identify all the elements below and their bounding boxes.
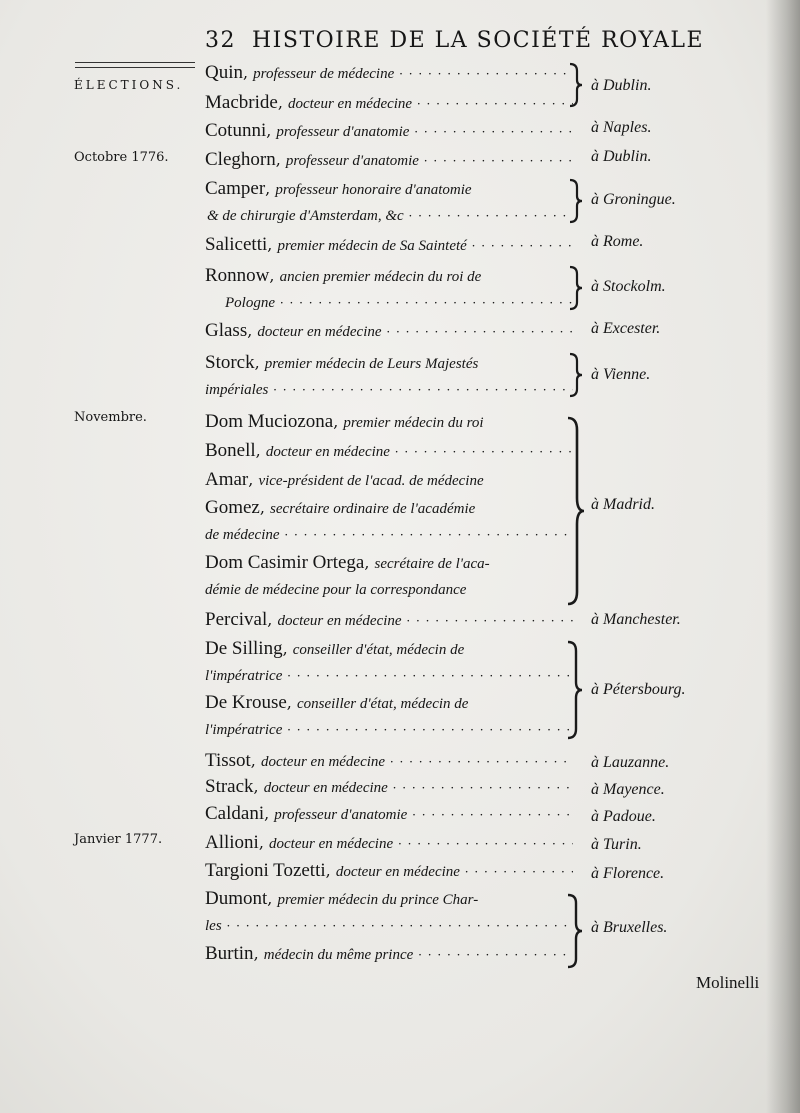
member-title: conseiller d'état, médecin de	[292, 642, 465, 658]
entry-camper: Camper, professeur honoraire d'anatomie & de chirurgie d'Amsterdam, &c · · ·	[205, 176, 573, 228]
place-label: à Excester.	[591, 320, 661, 337]
member-name: Cotunni	[205, 120, 267, 141]
entry-targioni: Targioni Tozetti, docteur en médecine · · ·	[205, 858, 573, 884]
margin-note-elections: ÉLECTIONS.	[74, 78, 184, 92]
entry-amar: Amar, vice-président de l'acad. de médecine	[205, 469, 484, 490]
member-title-cont: & de chirurgie d'Amsterdam, &c	[207, 208, 404, 224]
place-label: à Turin.	[591, 836, 642, 853]
member-title: professeur d'anatomie	[276, 124, 410, 140]
member-title-cont: impériales	[205, 382, 269, 398]
member-name: Macbride	[205, 92, 278, 113]
member-title-cont: l'impératrice	[205, 722, 283, 738]
entry-krouse: De Krouse, conseiller d'état, médecin de l'impératrice · · ·	[205, 690, 573, 742]
entry-ortega: Dom Casimir Ortega, secrétaire de l'aca- démie de médecine pour la correspondance	[205, 552, 490, 598]
member-title-cont: de médecine	[205, 527, 280, 543]
entry-muciozona: Dom Muciozona, premier médecin du roi	[205, 411, 484, 432]
member-title: premier médecin de Sa Sainteté	[277, 238, 467, 254]
entry-ronnow: Ronnow, ancien premier médecin du roi de Pologne · · ·	[205, 263, 573, 315]
place-label: à Florence.	[591, 865, 665, 882]
member-title: secrétaire ordinaire de l'académie	[270, 501, 476, 517]
member-name: Percival	[205, 609, 268, 630]
place-label: à Vienne.	[591, 366, 651, 383]
member-title-cont: Pologne	[225, 295, 275, 311]
member-name: Allioni	[205, 832, 259, 853]
member-title: professeur de médecine	[253, 66, 395, 82]
place-label: à Naples.	[591, 119, 652, 136]
entry-macbride: Macbride, docteur en médecine · · ·	[205, 90, 573, 116]
member-name: Ronnow	[205, 265, 270, 286]
entry-caldani: Caldani, professeur d'anatomie · · ·	[205, 801, 573, 827]
member-title-cont: démie de médecine pour la correspondance	[205, 582, 467, 598]
brace	[568, 352, 584, 398]
member-title: vice-président de l'acad. de médecine	[258, 473, 484, 489]
member-name: Dom Casimir Ortega	[205, 552, 365, 573]
place-label: à Madrid.	[591, 496, 655, 513]
member-title: docteur en médecine	[287, 96, 413, 112]
entry-dumont: Dumont, premier médecin du prince Char- les · · ·	[205, 886, 573, 938]
margin-note-octobre: Octobre 1776.	[74, 150, 169, 165]
member-title: docteur en médecine	[269, 836, 394, 852]
member-name: Cleghorn	[205, 149, 276, 170]
member-title: docteur en médecine	[260, 754, 386, 770]
member-title: premier médecin du prince Char-	[277, 892, 479, 908]
brace	[566, 893, 584, 969]
member-title: docteur en médecine	[335, 864, 460, 880]
place-label: à Dublin.	[591, 77, 652, 94]
brace	[568, 178, 584, 224]
member-name: Targioni Tozetti	[205, 860, 326, 881]
member-name: Gomez	[205, 497, 260, 518]
place-label: à Mayence.	[591, 781, 665, 798]
member-title: professeur honoraire d'anatomie	[275, 182, 472, 198]
member-title: docteur en médecine	[263, 780, 388, 796]
member-name: Quin	[205, 62, 243, 83]
member-name: Dom Muciozona	[205, 411, 334, 432]
member-name: Caldani	[205, 803, 265, 824]
running-header	[205, 28, 704, 53]
member-name: De Silling	[205, 638, 283, 659]
member-name: Salicetti	[205, 234, 268, 255]
place-label: à Padoue.	[591, 808, 656, 825]
entry-gomez: Gomez, secrétaire ordinaire de l'académie de médecine · · ·	[205, 495, 573, 547]
page-number: 32	[205, 28, 236, 53]
member-name: Storck	[205, 352, 255, 373]
margin-note-novembre: Novembre.	[74, 410, 147, 425]
member-title: professeur d'anatomie	[274, 807, 408, 823]
entry-tissot: Tissot, docteur en médecine · · ·	[205, 748, 573, 774]
member-title-cont: les	[205, 918, 222, 934]
entry-cleghorn: Cleghorn, professeur d'anatomie · · ·	[205, 147, 573, 173]
place-label: à Lauzanne.	[591, 754, 670, 771]
brace	[568, 265, 584, 311]
entry-allioni: Allioni, docteur en médecine · · ·	[205, 830, 573, 856]
member-title: ancien premier médecin du roi de	[279, 269, 482, 285]
member-title: docteur en médecine	[265, 444, 390, 460]
margin-rule	[75, 62, 195, 63]
margin-rule	[75, 67, 195, 68]
entry-salicetti: Salicetti, premier médecin de Sa Sainteté · · ·	[205, 232, 573, 258]
catchword: Molinelli	[696, 973, 760, 992]
member-name: Camper	[205, 178, 266, 199]
place-label: à Manchester.	[591, 611, 681, 628]
member-title: premier médecin de Leurs Majestés	[264, 356, 479, 372]
member-title: premier médecin du roi	[343, 415, 484, 431]
place-label: à Pétersbourg.	[591, 681, 686, 698]
place-label: à Dublin.	[591, 148, 652, 165]
member-title-cont: l'impératrice	[205, 668, 283, 684]
place-label: à Bruxelles.	[591, 919, 668, 936]
member-title: médecin du même prince	[263, 947, 414, 963]
member-name: Burtin	[205, 943, 254, 964]
member-title: professeur d'anatomie	[285, 153, 419, 169]
entry-bonell: Bonell, docteur en médecine · · ·	[205, 438, 573, 464]
entry-cotunni: Cotunni, professeur d'anatomie · · ·	[205, 118, 573, 144]
member-name: De Krouse	[205, 692, 287, 713]
member-title: docteur en médecine	[277, 613, 402, 629]
member-title: conseiller d'état, médecin de	[296, 696, 469, 712]
place-label: à Rome.	[591, 233, 644, 250]
member-name: Strack	[205, 776, 254, 797]
member-title: docteur en médecine	[257, 324, 382, 340]
brace	[566, 640, 584, 740]
binding-gutter	[766, 0, 800, 1113]
member-name: Bonell	[205, 440, 256, 461]
place-label: à Stockolm.	[591, 278, 666, 295]
brace	[566, 416, 586, 606]
member-name: Glass	[205, 320, 248, 341]
header-title: HISTOIRE DE LA SOCIÉTÉ ROYALE	[252, 28, 705, 53]
entry-burtin: Burtin, médecin du même prince · · ·	[205, 941, 573, 967]
member-title: secrétaire de l'aca-	[374, 556, 490, 572]
entry-storck: Storck, premier médecin de Leurs Majestés impériales · · ·	[205, 350, 573, 402]
member-name: Dumont	[205, 888, 268, 909]
brace	[568, 62, 584, 108]
place-label: à Groningue.	[591, 191, 676, 208]
member-name: Tissot	[205, 750, 251, 771]
entry-glass: Glass, docteur en médecine · · ·	[205, 318, 573, 344]
entry-quin: Quin, professeur de médecine · · ·	[205, 60, 573, 86]
member-name: Amar	[205, 469, 249, 490]
margin-note-janvier: Janvier 1777.	[74, 832, 163, 847]
entry-strack: Strack, docteur en médecine · · ·	[205, 774, 573, 800]
entry-silling: De Silling, conseiller d'état, médecin de l'impératrice · · ·	[205, 636, 573, 688]
entry-percival: Percival, docteur en médecine · · ·	[205, 607, 573, 633]
